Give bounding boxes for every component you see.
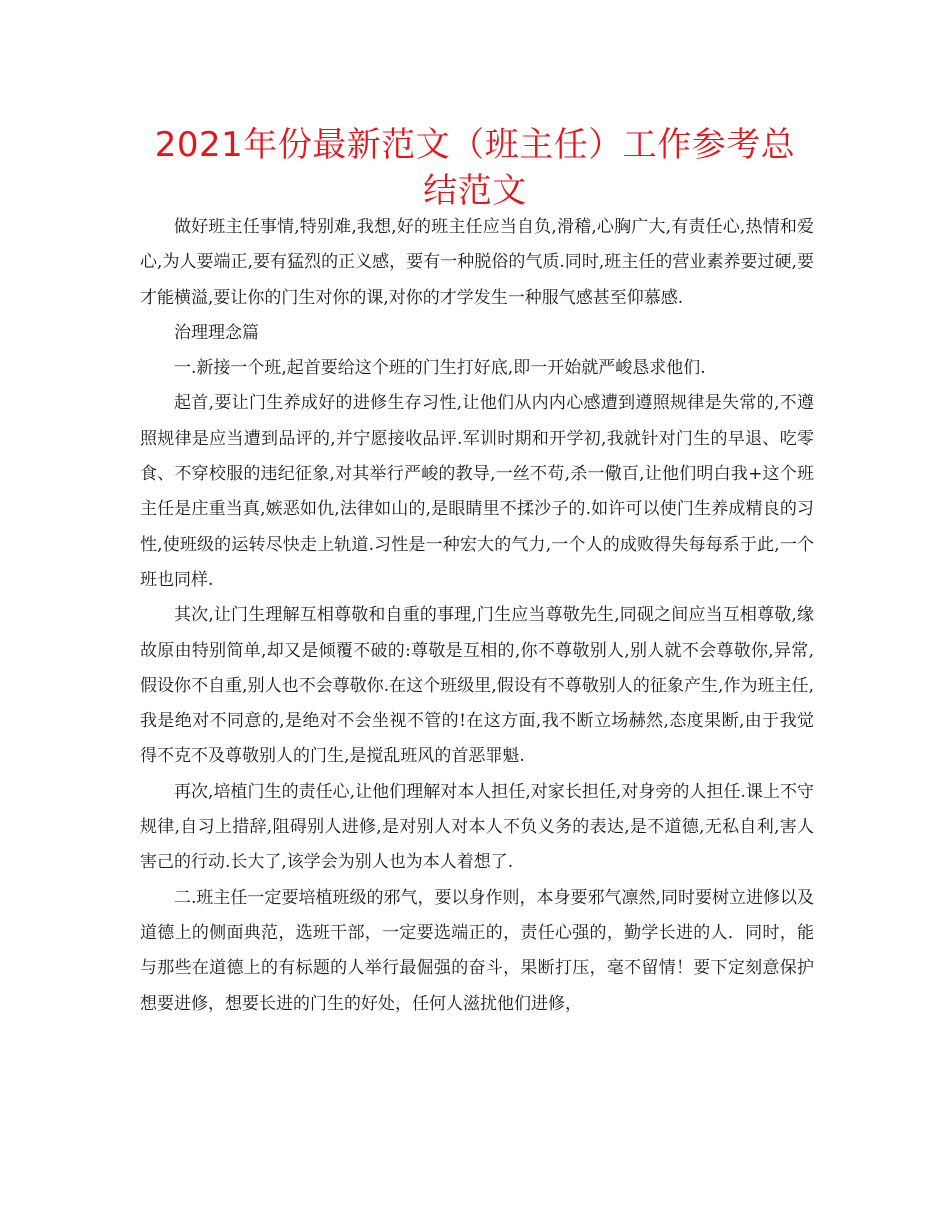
document-body bbox=[140, 210, 814, 1022]
paragraph-third: 再次,培植门生的责任心,让他们理解对本人担任,对家长担任,对身旁的人担任.课上不守规律,自习上措辞,阻碍别人进修,是对别人对本人不负义务的表达,是不道德,无私自利,害人害己的行动.长大了,该学会为别人也为本人着想了. bbox=[140, 781, 814, 873]
paragraph-first: 起首,要让门生养成好的进修生存习性,让他们从内内心感遭到遵照规律是失常的,不遵照规律是应当遭到品评的,并宁愿接收品评.军训时期和开学初,我就针对门生的早退、吃零食、不穿校服的违纪征象,对其举行严峻的教导,一丝不苟,杀一儆百,让他们明白我+这个班主任是庄重当真,嫉恶如仇,法律如山的,是眼睛里不揉沙子的.如许可以使门生养成精良的习性,使班级的运转尽快走上轨道.习性是一种宏大的气力,一个人的成败得失每每系于此,一个班也同样. bbox=[140, 393, 814, 590]
paragraph-second: 其次,让门生理解互相尊敬和自重的事理,门生应当尊敬先生,同砚之间应当互相尊敬,缘故原由特别简单,却又是倾覆不破的:尊敬是互相的,你不尊敬别人,别人就不会尊敬你,异常,假设你不自重,别人也不会尊敬你.在这个班级里,假设有不尊敬别人的征象产生,作为班主任,我是绝对不同意的,是绝对不会坐视不管的!在这方面,我不断立场赫然,态度果断,由于我觉得不克不及尊敬别人的门生,是搅乱班风的首恶罪魁. bbox=[140, 605, 814, 767]
document-title: 2021年份最新范文（班主任）工作参考总结范文 bbox=[154, 125, 796, 211]
paragraph-intro: 做好班主任事情,特别难,我想,好的班主任应当自负,滑稽,心胸广大,有责任心,热情和爱心,为人要端正,要有猛烈的正义感，要有一种脱俗的气质.同时,班主任的营业素养要过硬,要才能横溢,要让你的门生对你的课,对你的才学发生一种服气感甚至仰慕感. bbox=[140, 217, 814, 308]
section-heading: 治理理念篇 bbox=[174, 322, 259, 343]
paragraph-point-one: 一.新接一个班,起首要给这个班的门生打好底,即一开始就严峻恳求他们. bbox=[174, 358, 706, 379]
paragraph-point-two: 二.班主任一定要培植班级的邪气，要以身作则，本身要邪气凛然,同时要树立进修以及道德上的侧面典范，选班干部，一定要选端正的，责任心强的，勤学长进的人．同时，能与那些在道德上的有标题的人举行最倔强的奋斗，果断打压，毫不留情！要下定刻意保护想要进修，想要长进的门生的好处，任何人滋扰他们进修， bbox=[140, 887, 814, 1014]
